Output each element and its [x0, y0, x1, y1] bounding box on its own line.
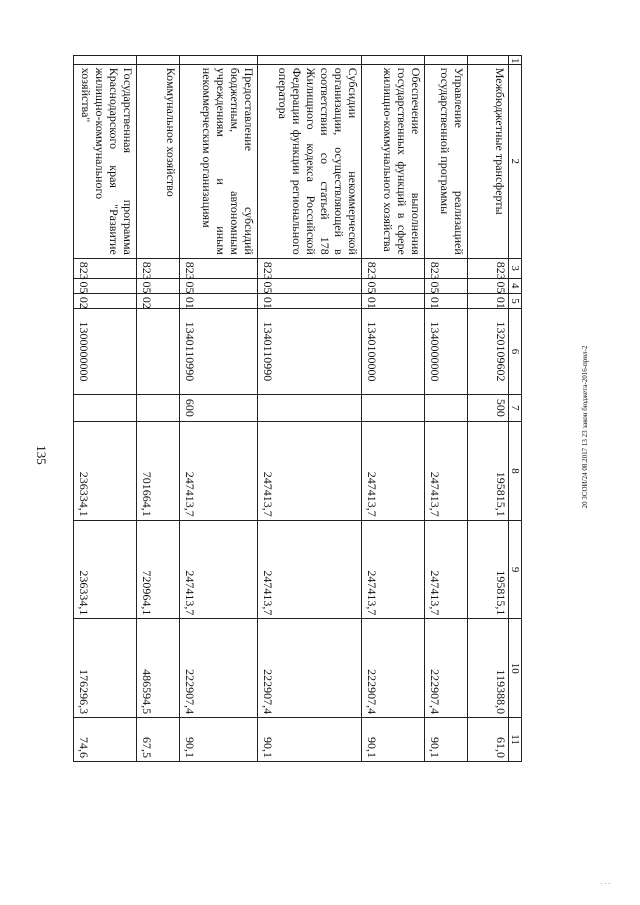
- approved-amount-cell: 247413,7: [180, 422, 258, 521]
- subsection-code-cell: 02: [137, 293, 180, 308]
- execution-percent-cell: 90,1: [362, 718, 425, 762]
- column-number-header-row: [509, 56, 522, 762]
- expense-type-cell: [425, 394, 468, 421]
- section-code-cell: 05: [362, 278, 425, 293]
- ministry-code-cell: 823: [468, 258, 509, 278]
- expense-type-cell: [362, 394, 425, 421]
- section-code-cell: 05: [425, 278, 468, 293]
- planned-amount-cell: 720964,1: [137, 520, 180, 619]
- subsection-code-cell: 01: [258, 293, 362, 308]
- executed-amount-cell: 222907,4: [362, 619, 425, 718]
- expense-type-cell: [74, 394, 137, 421]
- table-row: [137, 56, 180, 762]
- row-name-cell: Государственная программа Краснодарского края "Развитие жилищно-коммунального хозяйства": [74, 64, 137, 258]
- section-code-cell: 05: [258, 278, 362, 293]
- column-number-header: 2: [509, 64, 522, 258]
- row-name-cell: Субсидии некоммерческой организации, осуществляющей в соответствии со статьей 178 Жилищного кодекса Российской Федерации функции регионального оператора: [258, 64, 362, 258]
- budget-table-container: [77, 55, 522, 762]
- subsection-code-cell: 01: [425, 293, 468, 308]
- row-name-cell: Предоставление субсидий бюджетным, автономным учреждениям и иным некоммерческим организациям: [180, 64, 258, 258]
- approved-amount-cell: 195815,1: [468, 422, 509, 521]
- planned-amount-cell: 247413,7: [362, 520, 425, 619]
- table-row: [180, 56, 258, 762]
- expense-type-cell: 600: [180, 394, 258, 421]
- column-number-header: 6: [509, 309, 522, 395]
- column-number-header: 5: [509, 293, 522, 308]
- executed-amount-cell: 222907,4: [425, 619, 468, 718]
- execution-percent-cell: 67,5: [137, 718, 180, 762]
- row-name-cell: Обеспечение выполнения государственных функций в сфере жилищно-коммунального хозяйства: [362, 64, 425, 258]
- subsection-code-cell: 02: [74, 293, 137, 308]
- execution-percent-cell: 90,1: [180, 718, 258, 762]
- target-code-cell: 1340110990: [180, 309, 258, 395]
- planned-amount-cell: 195815,1: [468, 520, 509, 619]
- row-name-cell: Межбюджетные трансферты: [468, 64, 509, 258]
- target-code-cell: 1300000000: [74, 309, 137, 395]
- execution-percent-cell: 61,0: [468, 718, 509, 762]
- column-number-header: 10: [509, 619, 522, 718]
- row-number-cell: [180, 56, 258, 65]
- budget-table: [73, 55, 522, 762]
- row-name-cell: Управление реализацией государственной программы: [425, 64, 468, 258]
- execution-percent-cell: 74,6: [74, 718, 137, 762]
- row-number-cell: [468, 56, 509, 65]
- row-number-cell: [362, 56, 425, 65]
- executed-amount-cell: 119388,0: [468, 619, 509, 718]
- planned-amount-cell: 247413,7: [258, 520, 362, 619]
- execution-percent-cell: 90,1: [425, 718, 468, 762]
- column-number-header: 7: [509, 394, 522, 421]
- table-row: [425, 56, 468, 762]
- approved-amount-cell: 236334,1: [74, 422, 137, 521]
- row-number-cell: [258, 56, 362, 65]
- expense-type-cell: [258, 394, 362, 421]
- table-row: [468, 56, 509, 762]
- planned-amount-cell: 236334,1: [74, 520, 137, 619]
- ministry-code-cell: 823: [74, 258, 137, 278]
- ministry-code-cell: 823: [362, 258, 425, 278]
- expense-type-cell: [137, 394, 180, 421]
- column-number-header: 8: [509, 422, 522, 521]
- execution-percent-cell: 90,1: [258, 718, 362, 762]
- stray-mark: · · ·: [600, 880, 611, 888]
- ministry-code-cell: 823: [180, 258, 258, 278]
- column-number-header: 11: [509, 718, 522, 762]
- section-code-cell: 05: [74, 278, 137, 293]
- page-number: 135: [34, 445, 49, 465]
- section-code-cell: 05: [468, 278, 509, 293]
- approved-amount-cell: 701664,1: [137, 422, 180, 521]
- target-code-cell: 1340000000: [425, 309, 468, 395]
- column-number-header: 1: [509, 56, 522, 65]
- ministry-code-cell: 823: [258, 258, 362, 278]
- section-code-cell: 05: [180, 278, 258, 293]
- table-row: [74, 56, 137, 762]
- ministry-code-cell: 823: [425, 258, 468, 278]
- target-code-cell: 1320109602: [468, 309, 509, 395]
- target-code-cell: 1340110990: [258, 309, 362, 395]
- target-code-cell: 1340100000: [362, 309, 425, 395]
- row-number-cell: [137, 56, 180, 65]
- executed-amount-cell: 486594,5: [137, 619, 180, 718]
- row-name-cell: Коммунальное хозяйство: [137, 64, 180, 258]
- column-number-header: 4: [509, 278, 522, 293]
- section-code-cell: 05: [137, 278, 180, 293]
- column-number-header: 9: [509, 520, 522, 619]
- planned-amount-cell: 247413,7: [180, 520, 258, 619]
- executed-amount-cell: 222907,4: [258, 619, 362, 718]
- ministry-code-cell: 823: [137, 258, 180, 278]
- planned-amount-cell: 247413,7: [425, 520, 468, 619]
- column-number-header: 3: [509, 258, 522, 278]
- table-row: [258, 56, 362, 762]
- document-footer: 20 ЗСОИ/24 08.2017 13 23 закон бюджета-2016-прил-2: [581, 345, 589, 509]
- target-code-cell: [137, 309, 180, 395]
- subsection-code-cell: 01: [362, 293, 425, 308]
- executed-amount-cell: 222907,4: [180, 619, 258, 718]
- executed-amount-cell: 176296,3: [74, 619, 137, 718]
- subsection-code-cell: 01: [180, 293, 258, 308]
- row-number-cell: [425, 56, 468, 65]
- subsection-code-cell: 01: [468, 293, 509, 308]
- approved-amount-cell: 247413,7: [425, 422, 468, 521]
- approved-amount-cell: 247413,7: [258, 422, 362, 521]
- expense-type-cell: 500: [468, 394, 509, 421]
- row-number-cell: [74, 56, 137, 65]
- approved-amount-cell: 247413,7: [362, 422, 425, 521]
- table-row: [362, 56, 425, 762]
